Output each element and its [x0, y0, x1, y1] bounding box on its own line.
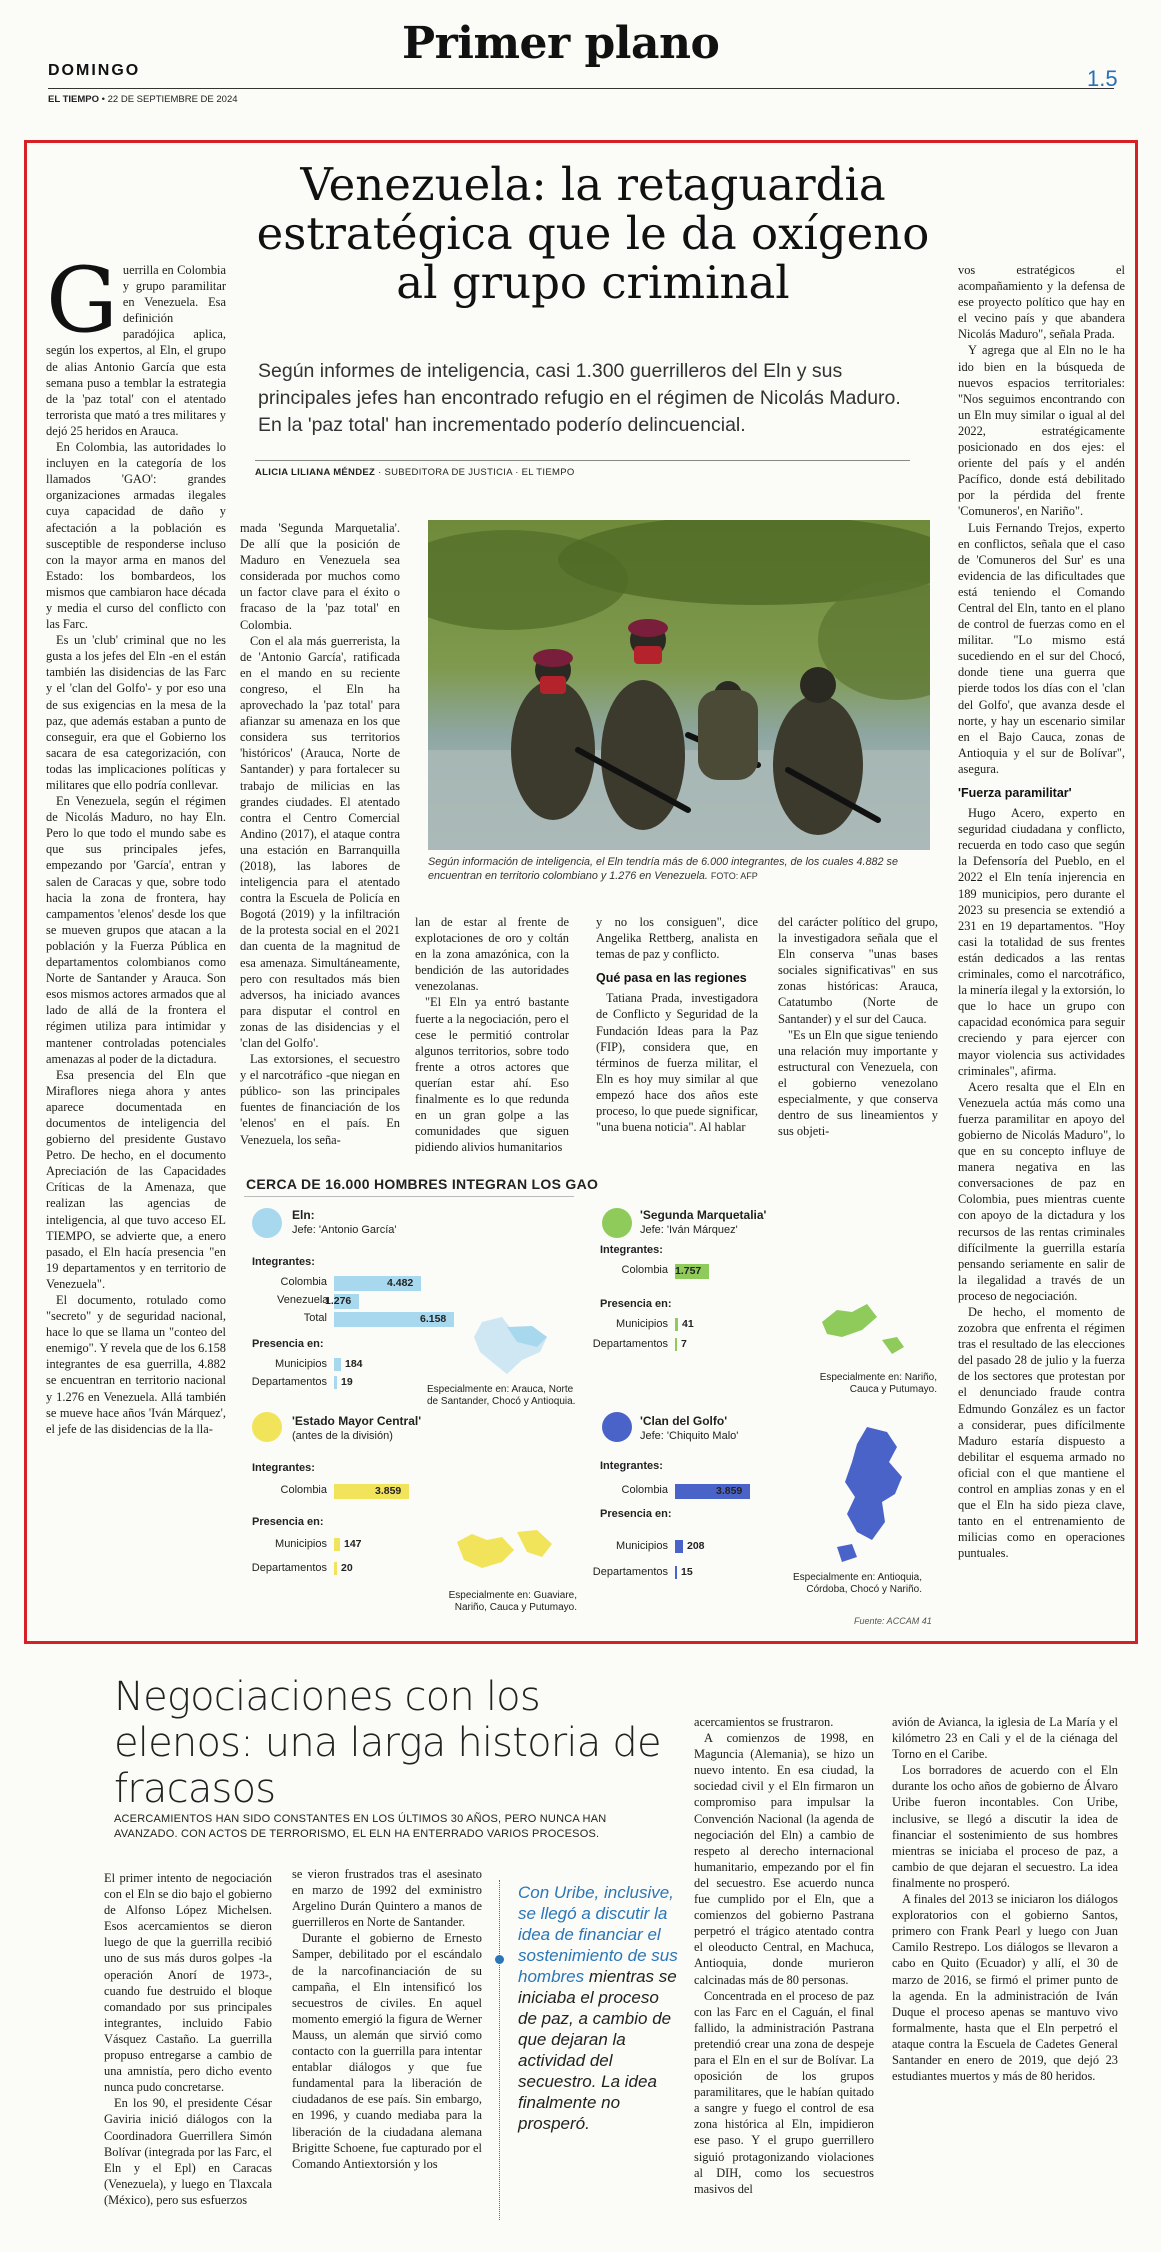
infographic-title: CERCA DE 16.000 HOMBRES INTEGRAN LOS GAO	[246, 1176, 599, 1192]
article-headline: Venezuela: la retaguardia estratégica que le da oxígeno al grupo criminal	[256, 158, 930, 309]
article-col-5	[778, 914, 938, 1170]
municipios-value: 184	[345, 1358, 363, 1370]
section-title: Primer plano	[402, 18, 720, 69]
paragraph: En los 90, el presidente César Gaviria inició diálogos con la Coordinadora Guerrillera Simón Bolívar (integrada por las Farc, el Eln y el Epl) en Caracas (Venezuela), y luego en Tlaxcala (México), pero sus esfuerzos	[104, 2096, 272, 2207]
municipios-bar	[334, 1358, 341, 1371]
guerrilla-icon	[252, 1208, 282, 1238]
integrantes-label: Integrantes:	[252, 1256, 315, 1268]
paragraph: acercamientos se frustraron.	[694, 1715, 834, 1729]
paragraph: Tatiana Prada, investigadora de Conflicto y Seguridad de la Fundación Ideas para la Paz (FIP), considera que, en términos de fuerza militar, el Eln es hoy muy similar al que empezó hace dos años este proceso, lo que puede significar, "una buena noticia". Al hablar	[596, 991, 758, 1135]
pull-quote-dot	[495, 1955, 504, 1964]
departamentos-value: 19	[341, 1376, 353, 1388]
drop-cap: G	[46, 262, 118, 353]
row-label: Colombia	[280, 1276, 327, 1288]
municipios-label: Municipios	[616, 1540, 668, 1552]
day-label: DOMINGO	[48, 62, 141, 79]
paragraph: del carácter político del grupo, la investigadora señala que el Eln conserva "unas bases sociales significativas" en sus zonas históricas: Arauca, Catatumbo (Norte de Santander) y el sur del Cauca.	[778, 915, 938, 1026]
integrantes-label: Integrantes:	[600, 1244, 663, 1256]
group-name-eln: Eln:	[292, 1208, 315, 1222]
photo-credit: FOTO: AFP	[710, 871, 758, 881]
departamentos-label: Departamentos	[592, 1566, 668, 1578]
municipios-bar	[334, 1538, 340, 1551]
byline-role: · SUBEDITORA DE JUSTICIA · EL TIEMPO	[378, 467, 575, 478]
departamentos-value: 15	[681, 1566, 693, 1578]
infographic-rule	[244, 1196, 574, 1197]
paragraph: Luis Fernando Trejos, experto en conflictos, señala que el caso de 'Comuneros del Sur' es una evidencia de las dificultades que está teniendo el Comando Central del Eln, tanto en el plano de control de fuerzas como en el militar. "Lo mismo está sucediendo en el sur del Chocó, donde tiene una guerra que pierde todos los días con el 'clan del Golfo', que avanza desde el norte, y hay un escenario similar en el Bajo Cauca, zonas de Antioquia y el sur de Bolívar", asegura.	[958, 520, 1125, 776]
paragraph: Acero resalta que el Eln en Venezuela actúa más como una fuerza paramilitar en apoyo del gobierno de Nicolás Maduro", lo que en su concepto influye de manera negativa en las conversaciones de paz en Colombia, pues mientras cuente con apoyo de la dictadura y los recursos de las rentas criminales difícilmente la guerrilla estaría pensando seriamente en salir de la ilegalidad a través de un proceso de negociación.	[958, 1079, 1125, 1303]
paragraph: Y agrega que al Eln no le ha ido bien en la búsqueda de nuevos espacios territoriales: "Nos seguimos encontrando con un Eln muy similar o igual al del 2022, estratégicamente posicionado en dos ejes: el oriente del país y el andén Pacífico, donde está debilitado por la pérdida del frente 'Comuneros', en Nariño".	[958, 343, 1125, 519]
colombia-map-clan-del-golfo	[827, 1422, 927, 1572]
row-label: Total	[303, 1312, 327, 1324]
especialmente-eln: Especialmente en: Arauca, Norte de Santander, Chocó y Antioquia.	[427, 1384, 576, 1407]
paragraph: y no los consiguen", dice Angelika Rettberg, analista en temas de paz y conflicto.	[596, 915, 758, 962]
article2-col-4	[892, 1714, 1118, 2234]
guerrilla-icon	[602, 1208, 632, 1238]
integrantes-value: 3.859	[375, 1485, 402, 1497]
infographic-source: Fuente: ACCAM 41	[854, 1616, 932, 1626]
group-jefe-clan-del-golfo: Jefe: 'Chiquito Malo'	[640, 1430, 739, 1442]
group-name-clan-del-golfo: 'Clan del Golfo'	[640, 1414, 728, 1428]
paragraph: Las extorsiones, el secuestro y el narcotráfico -que niegan en público- son las principales fuentes de financiación de los 'elenos' en el país. En Venezuela, los seña-	[240, 1052, 400, 1147]
subhead-fuerza: 'Fuerza paramilitar'	[958, 786, 1072, 800]
gao-infographic	[242, 1172, 942, 1632]
pull-quote-highlight: Con Uribe, inclusive, se llegó a discutir la idea de financiar el sostenimiento de sus hombres	[518, 1883, 678, 1986]
article-col-2	[240, 520, 400, 1168]
row-label: Colombia	[280, 1484, 327, 1496]
row-label: Venezuela	[277, 1294, 329, 1306]
photo-caption	[428, 855, 930, 883]
paragraph: Concentrada en el proceso de paz con las Farc en el Caguán, el final fallido, la administración Pastrana pretendió crear una zona de despeje para el Eln en el sur de Bolívar. La oposición de los grupos paramilitares, que le habían quitado a sangre y fuego el control de esa zona histórica al Eln, impidieron ese paso. Y el grupo guerrillero siguió protagonizando violaciones al DIH, como los secuestros masivos del	[694, 1988, 874, 2196]
byline	[255, 467, 575, 478]
pull-quote-rest: mientras se iniciaba el proceso de paz, a cambio de que dejaran la actividad del secuestro. La idea finalmente no prosperó.	[518, 1967, 677, 2133]
paragraph: Los borradores de acuerdo con el Eln durante los ocho años de gobierno de Álvaro Uribe fueron incontables. Con Uribe, inclusive, se llegó a discutir la idea de financiar el sostenimiento de sus hombres mientras se iniciaba el proceso de paz, a cambio de que dejaran el secuestro. La idea finalmente no prosperó.	[892, 1763, 1118, 1890]
paragraph: El documento, rotulado como "secreto" y de seguridad nacional, hace lo que se llama un "conteo del enemigo". Y revela que de los 6.158 integrantes de esa guerrilla, 4.882 se encuentran en territorio nacional y 1.276 en Venezuela. Allá también se mueve hace años 'Iván Márquez', el jefe de las disidencias de la lla-	[46, 1293, 226, 1436]
integrantes-value: 1.757	[675, 1265, 702, 1277]
integrantes-value: 3.859	[716, 1485, 743, 1497]
especialmente-clan-del-golfo: Especialmente en: Antioquia, Córdoba, Chocó y Nariño.	[793, 1572, 922, 1595]
paragraph: vos estratégicos el acompañamiento y la defensa de ese proyecto político que hay en el vecino país y que abandera Nicolás Maduro", señala Prada.	[958, 263, 1125, 342]
paragraph: Es un 'club' criminal que no les gusta a los jefes del Eln -en el están también las disidencias de las Farc y el 'clan del Golfo'- y por eso una de sus exigencias en la mesa de la paz, que además estaban a punto de conseguir, era que el Gobierno los sacara de esa categorización, con todas las implicaciones políticas y militares que ello podría conllevar.	[46, 633, 226, 792]
issue-date: • 22 DE SEPTIEMBRE DE 2024	[101, 94, 238, 105]
municipios-value: 208	[687, 1540, 705, 1552]
departamentos-label: Departamentos	[592, 1338, 668, 1350]
guerrilla-icon	[252, 1412, 282, 1442]
paragraph: Esa presencia del Eln que Miraflores niega ahora y antes aparece documentada en documentos de inteligencia del gobierno del presidente Gustavo Petro. De hecho, en el documento Apreciación de las Capacidades Críticas de la Amenaza, que realizan las agencias de inteligencia, al que tuvo acceso EL TIEMPO, se advierte que, a enero pasado, el Eln hacía presencia "en 19 departamentos y en territorio de Venezuela".	[46, 1067, 226, 1291]
colombia-map-segunda-marquetalia	[812, 1282, 922, 1362]
paragraph: se vieron frustrados tras el asesinato en marzo de 1992 del exministro Argelino Durán Quintero a manos de guerrilleros en Norte de Santander.	[292, 1867, 482, 1930]
paragraph: El primer intento de negociación con el Eln se dio bajo el gobierno de Alfonso López Michelsen. Esos acercamientos se dieron luego de que la guerrilla recibió uno de sus más duros golpes -la operación Anorí de 1973-, cuando fue destruido el bloque comandado por sus principales integrantes, incluido Fabio Vásquez Castaño. La guerrilla propuso entregarse a cambio de una amnistía, pero dicho evento nunca pudo concretarse.	[104, 1871, 272, 2095]
departamentos-value: 20	[341, 1562, 353, 1574]
integrantes-value: 1.276	[325, 1295, 352, 1307]
pull-quote	[518, 1882, 678, 2134]
group-jefe-segunda-marquetalia: Jefe: 'Iván Márquez'	[640, 1224, 738, 1236]
paragraph: "El Eln ya entró bastante fuerte a la negociación, pero el cese le permitió controlar algunos territorios, sobre todo frente a otros actores que querían estar ahí. Eso finalmente es lo que redunda en un gran golpe a las comunidades que siguen pidiendo alivios humanitarios	[415, 995, 569, 1155]
paragraph: A finales del 2013 se iniciaron los diálogos exploratorios con el gobierno Santos, primero con Frank Pearl y luego con Juan Camilo Restrepo. Los diálogos se llevaron a cabo en Quito (Ecuador) y allí, el 30 de marzo de 2016, se firmó el primer punto de la agenda. En la administración de Iván Duque el proceso apenas se mantuvo vivo formalmente, hasta que el Eln perpetró el ataque contra la Escuela de Cadetes General Santander en enero de 2019, que dejó 23 estudiantes muertos y más de 80 heridos.	[892, 1892, 1118, 2084]
subhead-regiones: Qué pasa en las regiones	[596, 971, 747, 986]
article2-headline: Negociaciones con los elenos: una larga historia de fracasos	[114, 1674, 661, 1812]
municipios-bar	[675, 1318, 678, 1331]
article-deck: Según informes de inteligencia, casi 1.300 guerrilleros del Eln y sus principales jefes han encontrado refugio en el régimen de Nicolás Maduro. En la 'paz total' han incrementado poderío delincuencial.	[258, 360, 901, 436]
caption-text: Según información de inteligencia, el Eln tendría más de 6.000 integrantes, de los cuales 4.882 se encuentran en territorio colombiano y 1.276 en Venezuela.	[428, 856, 898, 882]
article-col-4	[596, 914, 758, 1170]
departamentos-bar	[675, 1566, 677, 1579]
departamentos-bar	[675, 1338, 677, 1351]
especialmente-estado-mayor-central: Especialmente en: Guaviare, Nariño, Cauca y Putumayo.	[448, 1590, 577, 1613]
paper-name: EL TIEMPO	[48, 94, 100, 105]
departamentos-label: Departamentos	[251, 1376, 327, 1388]
presencia-label: Presencia en:	[252, 1516, 324, 1528]
integrantes-label: Integrantes:	[252, 1462, 315, 1474]
row-label: Colombia	[621, 1264, 668, 1276]
departamentos-label: Departamentos	[251, 1562, 327, 1574]
article2-col-1	[104, 1870, 272, 2230]
paragraph: Durante el gobierno de Ernesto Samper, debilitado por el escándalo de la narcofinanciación de su campaña, el Eln intensificó los secuestros de civiles. En aquel momento emergió la figura de Werner Mauss, un alemán que sirvió como contacto con la guerrilla para intentar entablar diálogos y que fue fundamental para la liberación de ciudadanos de ese país. Sin embargo, en 1996, y cuando mediaba para la liberación de la ciudadana alemana Brigitte Schoene, fue capturado por el Comando Antiextorsión y los	[292, 1931, 482, 2171]
article-col-1	[46, 262, 226, 1634]
paragraph: "Es un Eln que sigue teniendo una relación muy importante y estructural con Venezuela, con el gobierno venezolano especialmente, y que conserva dentro de sus lineamientos y sus objeti-	[778, 1027, 938, 1139]
group-name-segunda-marquetalia: 'Segunda Marquetalia'	[640, 1208, 767, 1222]
article2-col-3	[694, 1714, 874, 2234]
departamentos-bar	[334, 1562, 337, 1575]
municipios-label: Municipios	[275, 1358, 327, 1370]
masthead-rule	[48, 88, 1114, 89]
paragraph: avión de Avianca, la iglesia de La María y el kilómetro 23 en Cali y el de la ciénaga del Torno en el Caribe.	[892, 1715, 1118, 1762]
article-photo	[428, 520, 930, 850]
article2-lead: ACERCAMIENTOS HAN SIDO CONSTANTES EN LOS ÚLTIMOS 30 AÑOS, PERO NUNCA HAN AVANZADO. CON ACTOS DE TERRORISMO, EL ELN HA ENTERRADO VARIOS PROCESOS.	[114, 1813, 607, 1840]
byline-name: ALICIA LILIANA MÉNDEZ	[255, 467, 376, 478]
integrantes-value: 6.158	[420, 1313, 447, 1325]
municipios-bar	[675, 1540, 683, 1553]
integrantes-value: 4.482	[387, 1277, 414, 1289]
article-col-3	[415, 914, 569, 1170]
paragraph: mada 'Segunda Marquetalia'. De allí que la posición de Maduro en Venezuela sea considerada por muchos como un factor clave para el éxito o fracaso de la 'paz total' en Colombia.	[240, 521, 400, 632]
integrantes-label: Integrantes:	[600, 1460, 663, 1472]
group-name-estado-mayor-central: 'Estado Mayor Central'	[292, 1414, 422, 1428]
pull-quote-rule	[499, 1880, 502, 2220]
soldiers-photo	[428, 520, 930, 850]
presencia-label: Presencia en:	[252, 1338, 324, 1350]
page-number: 1.5	[1087, 66, 1118, 91]
paragraph: En Venezuela, según el régimen de Nicolás Maduro, no hay Eln. Pero lo que todo el mundo sabe es que sus principales jefes, empezando por 'García', entran y salen de Caracas y que, sobre todo hacia la zona de frontera, hay campamentos 'elenos' desde los que se mueven grupos que atacan a la población y la Fuerza Pública en departamentos colombianos como Norte de Santander y Arauca. Son esos mismos actores armados que al lado de allá de la frontera el régimen utiliza para intimidar y mantener controladas potenciales amenazas al poder de la dictadura.	[46, 794, 226, 1066]
paragraph: Con el ala más guerrerista, la de 'Antonio García', ratificada en el mando en su reciente congreso, el Eln ha aprovechado la 'paz total' para afianzar su amenaza en los que considera sus territorios 'históricos' (Arauca, Norte de Santander) y para fortalecer su trabajo de milicias en las grandes ciudades. El atentado contra el Centro Comercial Andino (2017), el ataque contra una estación en Barranquilla (2018), las labores de inteligencia para el atentado contra la Escuela de Policía en Bogotá (2019) y la infiltración de la protesta social en el 2021 dan cuenta de la magnitud de esa amenaza. Simultáneamente, pero con resultados más bien adversos, ha iniciado avances para disputar el control en zonas de las disidencias y el 'clan del Golfo'.	[240, 633, 400, 1050]
municipios-label: Municipios	[275, 1538, 327, 1550]
paragraph: A comienzos de 1998, en Maguncia (Alemania), se hizo un nuevo intento. En esa ciudad, la sociedad civil y el Eln firmaron un compromiso para impulsar la Convención Nacional (la agenda de negociación del Eln) a cambio de respeto al derecho internacional humanitario, empezando por el fin del secuestro. Ese acuerdo nunca fue cumplido por el Eln, que a comienzos del gobierno Pastrana perpetró el trágico atentado contra el oleoducto Central, en Machuca, Antioquia, donde murieron calcinadas más de 80 personas.	[694, 1731, 874, 1987]
paragraph: uerrilla en Colombia y grupo paramilitar en Venezuela. Esa definición paradójica aplica, según los expertos, al Eln, el grupo de alias Antonio García que esta semana puso a temblar la estrategia de la 'paz total' con el atentado terrorista que mató a tres militares y dejó 25 heridos en Arauca.	[46, 263, 226, 438]
article-col-6	[958, 262, 1125, 1634]
paragraph: De hecho, el momento de zozobra que enfrenta el régimen tras el resultado de las elecciones del pasado 28 de julio y la fuerza de los sectores que protestan por el denunciado fraude contra Edmundo González es un factor a considerar, pues difícilmente Maduro estaría dispuesto a debilitar el esquema armado no oficial con el que mantiene el control en amplias zonas y en el que el Eln ha sido pieza clave, tanto en el entrenamiento de milicias como en operaciones puntuales.	[958, 1305, 1125, 1561]
departamentos-bar	[334, 1376, 337, 1389]
colombia-map-estado-mayor-central	[442, 1512, 572, 1592]
date-line	[48, 94, 238, 105]
municipios-label: Municipios	[616, 1318, 668, 1330]
guerrilla-icon	[602, 1412, 632, 1442]
group-jefe-eln: Jefe: 'Antonio García'	[292, 1224, 397, 1236]
colombia-map-eln	[452, 1312, 572, 1382]
paragraph: lan de estar al frente de explotaciones de oro y coltán en la zona amazónica, con la bendición de las autoridades venezolanas.	[415, 915, 569, 994]
especialmente-segunda-marquetalia: Especialmente en: Nariño, Cauca y Putumayo.	[819, 1372, 937, 1395]
row-label: Colombia	[621, 1484, 668, 1496]
paragraph: Hugo Acero, experto en seguridad ciudadana y conflicto, recuerda en todo caso que según la Defensoría del Pueblo, en el 2022 el Eln tenía injerencia en 189 municipios, pero durante el 2023 su presencia se extendió a 231 en 19 departamentos. "Hoy casi la totalidad de sus frentes están dedicados a las rentas criminales, como el narcotráfico, la minería ilegal y la extorsión, lo que lo hace un grupo con capacidad económica para seguir creciendo y para ejercer con mayor violencia sus actividades criminales", afirma.	[958, 806, 1125, 1078]
departamentos-value: 7	[681, 1338, 687, 1350]
paragraph: En Colombia, las autoridades lo incluyen en la categoría de los llamados 'GAO': grandes organizaciones armadas ilegales cuya capacidad de daño y afectación a la población es susceptible de responderse incluso con la mayor arma en manos del Estado: los bombardeos, los mismos que cambiaron hace década y media el curso del conflicto con las Farc.	[46, 440, 226, 632]
article2-col-2	[292, 1866, 482, 2230]
presencia-label: Presencia en:	[600, 1508, 672, 1520]
municipios-value: 147	[344, 1538, 362, 1550]
municipios-value: 41	[682, 1318, 694, 1330]
deck-rule	[255, 460, 910, 461]
presencia-label: Presencia en:	[600, 1298, 672, 1310]
group-jefe-estado-mayor-central: (antes de la división)	[292, 1430, 393, 1442]
